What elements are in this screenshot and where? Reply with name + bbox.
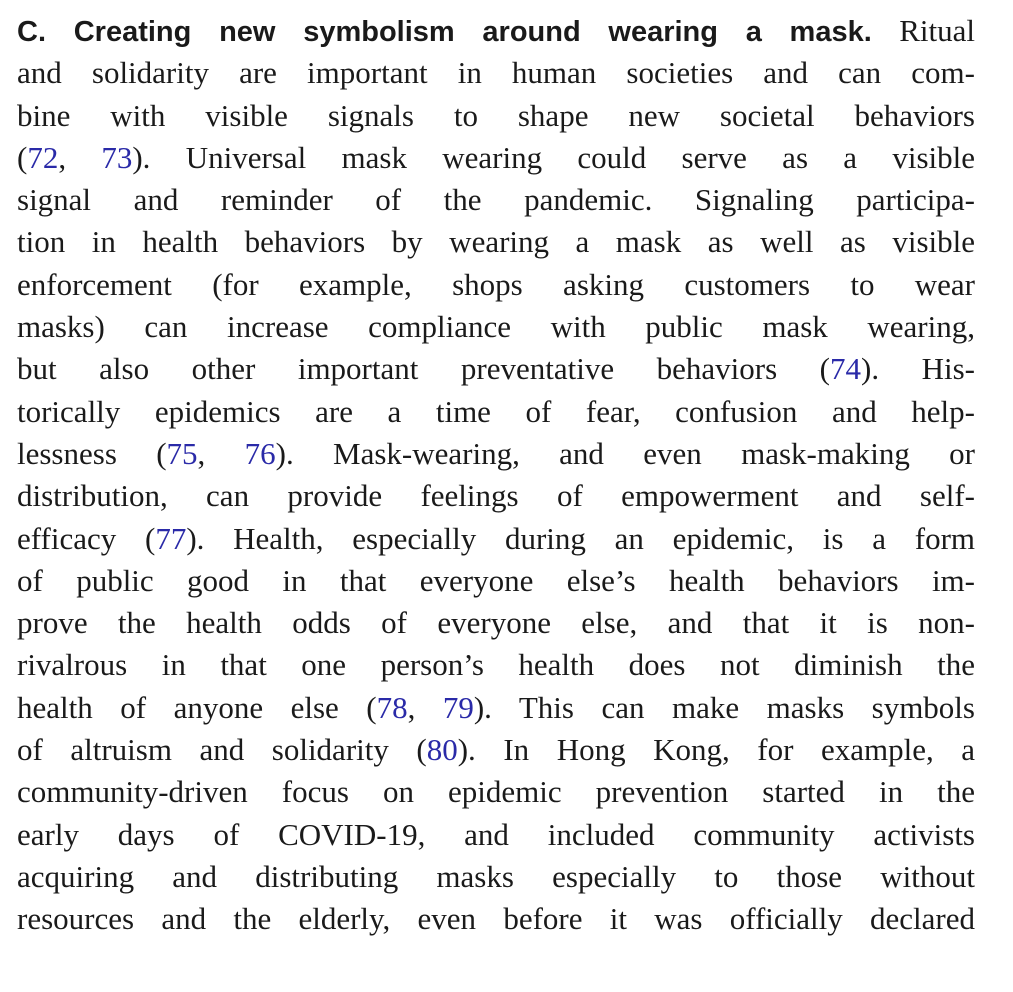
text-line-7 [17,264,975,306]
citation-link[interactable]: 79 [442,689,474,725]
text-fragment: bine with visible signals to shape new societal behaviors [17,97,975,133]
text-line-11 [17,433,975,475]
text-line-13 [17,518,975,560]
text-fragment: acquiring and distributing masks especially to those without [17,858,975,894]
text-fragment: enforcement (for example, shops asking customers to wear [17,266,975,302]
text-line-5 [17,179,975,221]
text-line-6 [17,221,975,263]
text-fragment: Ritual [899,13,975,48]
text-fragment: ). This can make masks symbols [473,689,975,725]
text-line-2 [17,52,975,94]
paragraph-section-c [17,10,975,941]
text-line-9 [17,348,975,390]
citation-link[interactable]: 78 [376,689,408,725]
text-fragment: ). In Hong Kong, for example, a [457,732,975,768]
citation-link[interactable]: 77 [155,520,187,556]
text-fragment: lessness ( [17,435,167,471]
text-fragment: of altruism and solidarity ( [17,732,427,768]
citation-link[interactable]: 80 [426,732,458,768]
text-fragment: of public good in that everyone else’s health behaviors im- [17,562,975,598]
text-fragment: early days of COVID-19, and included community activists [17,816,975,852]
text-fragment: signal and reminder of the pandemic. Signaling participa- [17,182,975,218]
text-fragment: and solidarity are important in human societies and can com- [17,55,975,91]
text-fragment: , [407,689,443,725]
text-line-14 [17,560,975,602]
citation-link[interactable]: 76 [244,435,276,471]
text-fragment: ). Universal mask wearing could serve as a visible [132,139,975,175]
citation-link[interactable]: 73 [101,139,133,175]
text-line-20 [17,814,975,856]
text-line-18 [17,729,975,771]
text-fragment: , [58,139,102,175]
text-fragment: masks) can increase compliance with public mask wearing, [17,309,975,345]
text-line-15 [17,602,975,644]
text-line-1 [17,10,975,52]
text-fragment: but also other important preventative behaviors ( [17,351,830,387]
text-fragment: ( [17,139,28,175]
text-fragment: ). His- [861,351,975,387]
citation-link[interactable]: 75 [166,435,198,471]
text-fragment: efficacy ( [17,520,156,556]
text-line-3 [17,95,975,137]
text-line-8 [17,306,975,348]
text-line-22 [17,898,975,940]
text-fragment: rivalrous in that one person’s health does not diminish the [17,647,975,683]
text-fragment: ). Health, especially during an epidemic, is a form [186,520,976,556]
text-fragment: distribution, can provide feelings of empowerment and self- [17,478,975,514]
text-fragment: prove the health odds of everyone else, and that it is non- [17,605,975,641]
text-line-16 [17,644,975,686]
text-line-17 [17,687,975,729]
text-fragment: tion in health behaviors by wearing a mask as well as visible [17,224,975,260]
text-fragment: health of anyone else ( [17,689,377,725]
text-fragment: , [197,435,245,471]
text-line-4 [17,137,975,179]
text-line-10 [17,391,975,433]
text-fragment: community-driven focus on epidemic prevention started in the [17,774,975,810]
citation-link[interactable]: 74 [830,351,861,387]
text-fragment: torically epidemics are a time of fear, confusion and help- [17,393,975,429]
text-line-19 [17,771,975,813]
citation-link[interactable]: 72 [27,139,59,175]
text-fragment: ). Mask-wearing, and even mask-making or [275,435,975,471]
text-line-21 [17,856,975,898]
section-heading: C. Creating new symbolism around wearing a mask. [17,16,872,48]
text-line-12 [17,475,975,517]
text-fragment: resources and the elderly, even before it was officially declared [17,901,975,937]
